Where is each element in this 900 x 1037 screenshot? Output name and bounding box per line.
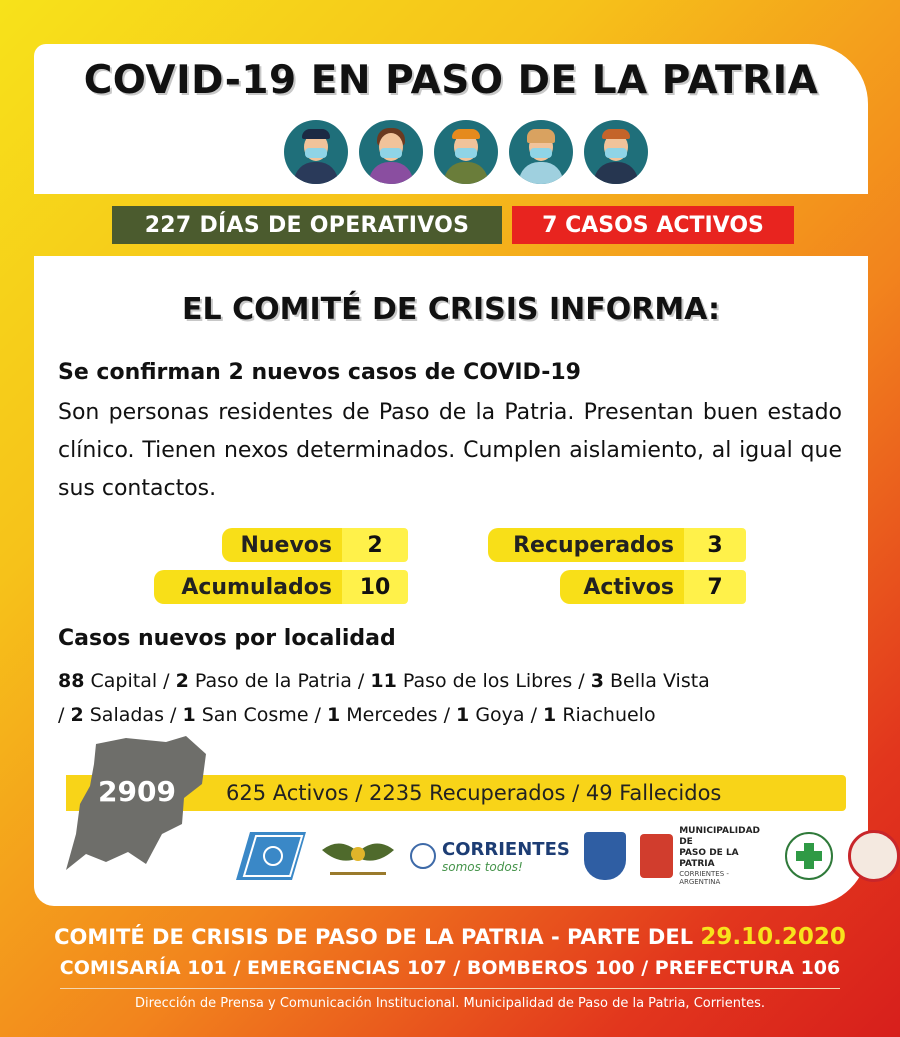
locality-name: Saladas [89, 704, 164, 726]
stat-nuevos [222, 528, 408, 562]
report-paragraph: Son personas residentes de Paso de la Patria. Presentan buen estado clínico. Tienen nexos determinados. Cumplen aislamiento, al igual que sus contactos. [58, 400, 842, 501]
confirm-line: Se confirman 2 nuevos casos de COVID-19 [58, 360, 581, 385]
prefectura-logo-icon [236, 832, 306, 880]
locality-count: 88 [58, 670, 85, 692]
footer-divider [60, 988, 840, 989]
gendarmeria-logo [320, 830, 396, 882]
police-shield-icon [584, 832, 626, 880]
locality-name: Goya [475, 704, 525, 726]
stat-value: 10 [342, 570, 408, 604]
stat-label: Activos [560, 570, 684, 604]
hospital-cross-icon [784, 831, 834, 881]
locality-name: Bella Vista [610, 670, 710, 692]
stat-value: 3 [684, 528, 746, 562]
woman-avatar-icon [359, 120, 423, 184]
active-cases-badge: 7 CASOS ACTIVOS [512, 206, 794, 244]
police-shield-logo [584, 830, 626, 882]
stat-label: Recuperados [488, 528, 684, 562]
corrientes-logo [410, 830, 570, 882]
stat-recuperados [488, 528, 746, 562]
corrientes-seal-icon [410, 843, 436, 869]
header-panel [34, 44, 868, 194]
firefighter-avatar-icon [434, 120, 498, 184]
muni-line3: CORRIENTES - ARGENTINA [679, 870, 729, 886]
corrientes-tagline: somos todos! [442, 859, 523, 874]
municipalidad-logo [640, 826, 770, 886]
stat-label: Acumulados [154, 570, 342, 604]
days-badge: 227 DÍAS DE OPERATIVOS [112, 206, 502, 244]
press-office-credit: Dirección de Prensa y Comunicación Institucional. Municipalidad de Paso de la Patria, Corrientes. [134, 996, 766, 1011]
localities-list: 88 Capital / 2 Paso de la Patria / 11 Paso de los Libres / 3 Bella Vista / 2 Saladas / 1 San Cosme / 1 Mercedes / 1 Goya / 1 Riachuelo [58, 670, 710, 726]
muni-line2: PASO DE LA PATRIA [679, 848, 739, 869]
report-date: 29.10.2020 [700, 924, 846, 950]
police-avatar-icon [284, 120, 348, 184]
stat-activos [560, 570, 746, 604]
municipalidad-emblem-icon [640, 834, 673, 878]
bomberos-logo [848, 830, 900, 882]
stat-value: 7 [684, 570, 746, 604]
locality-count: 11 [370, 670, 397, 692]
locality-name: Mercedes [346, 704, 438, 726]
gendarmeria-emblem-icon [320, 832, 396, 880]
stat-label: Nuevos [222, 528, 342, 562]
hospital-logo [784, 830, 834, 882]
locality-count: 2 [70, 704, 84, 726]
man-avatar-icon [584, 120, 648, 184]
locality-count: 3 [590, 670, 604, 692]
report-heading: EL COMITÉ DE CRISIS INFORMA: [182, 292, 720, 327]
footer-credit [0, 924, 900, 950]
locality-name: Paso de los Libres [402, 670, 573, 692]
locality-name: Paso de la Patria [194, 670, 352, 692]
province-summary: 625 Activos / 2235 Recuperados / 49 Fallecidos [226, 781, 722, 805]
locality-name: Capital [90, 670, 158, 692]
prefectura-logo [236, 830, 306, 882]
logos-row [236, 826, 900, 886]
nurse-avatar-icon [509, 120, 573, 184]
locality-count: 2 [175, 670, 189, 692]
bomberos-seal-icon [848, 830, 900, 882]
emergency-numbers: COMISARÍA 101 / EMERGENCIAS 107 / BOMBEROS 100 / PREFECTURA 106 [59, 957, 841, 979]
locality-name: Riachuelo [562, 704, 656, 726]
locality-count: 1 [182, 704, 196, 726]
avatar-row [284, 120, 648, 184]
page-title: COVID-19 EN PASO DE LA PATRIA [83, 58, 819, 103]
stat-value: 2 [342, 528, 408, 562]
stat-acumulados [154, 570, 408, 604]
locality-name: San Cosme [201, 704, 309, 726]
muni-line1: MUNICIPALIDAD DE [679, 826, 761, 847]
locality-count: 1 [543, 704, 557, 726]
localities-title: Casos nuevos por localidad [58, 626, 396, 651]
locality-count: 1 [327, 704, 341, 726]
footer-credit-prefix: COMITÉ DE CRISIS DE PASO DE LA PATRIA - PARTE DEL [54, 925, 701, 949]
locality-count: 1 [456, 704, 470, 726]
province-total: 2909 [98, 775, 176, 808]
corrientes-wordmark: CORRIENTES [442, 838, 570, 860]
